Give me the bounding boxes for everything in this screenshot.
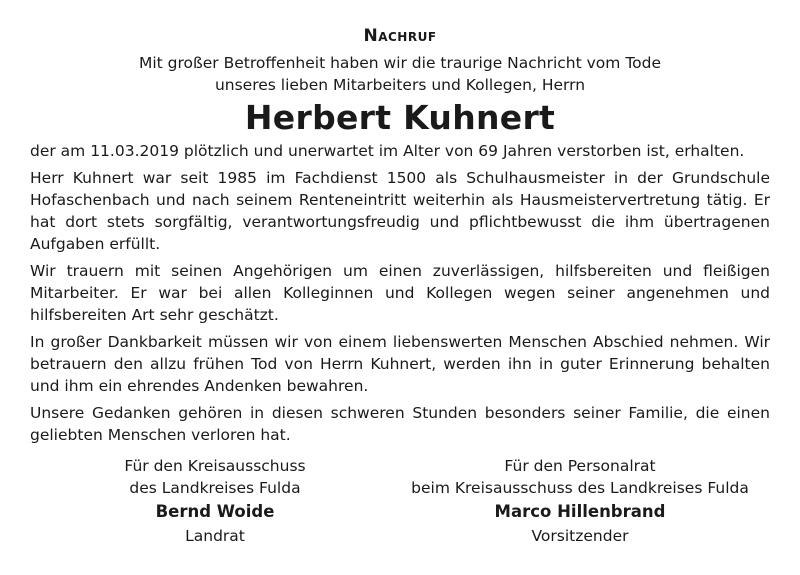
- paragraph-gratitude: In großer Dankbarkeit müssen wir von einem liebenswerten Menschen Abschied nehmen. Wir betrauern den allzu frühen Tod von Herrn Kuhnert, werden ihn in guter Erinnerung behalten und ihm ein ehrendes Andenken bewahren.: [30, 333, 770, 395]
- signature-left-line-1: Für den Kreisausschuss: [124, 457, 306, 475]
- signature-right-line-1: Für den Personalrat: [504, 457, 656, 475]
- intro-line-1: Mit großer Betroffenheit haben wir die traurige Nachricht vom Tode: [138, 54, 662, 72]
- signature-right-role: Vorsitzender: [531, 527, 629, 545]
- intro-text: [30, 52, 770, 96]
- intro-line-2: unseres lieben Mitarbeiters und Kollegen, Herrn: [214, 76, 586, 94]
- paragraph-death-info: der am 11.03.2019 plötzlich und unerwartet im Alter von 69 Jahren verstorben ist, erhalten.: [30, 142, 745, 160]
- paragraph-career: Herr Kuhnert war seit 1985 im Fachdienst 1500 als Schulhausmeister in der Grundschule Hofaschenbach und nach seinem Renteneintritt weiterhin als Hausmeistervertretung tätig. Er hat dort stets sorgfältig, verantwortungsfreudig und pflichtbewusst die ihm übertragenen Aufgaben erfüllt.: [30, 169, 770, 253]
- signature-left: [65, 455, 365, 547]
- deceased-name: Herbert Kuhnert: [244, 98, 556, 137]
- paragraph-family: Unsere Gedanken gehören in diesen schweren Stunden besonders seiner Familie, die einen geliebten Menschen verloren hat.: [30, 404, 770, 444]
- signature-right-line-2: beim Kreisausschuss des Landkreises Fulda: [411, 479, 749, 497]
- signature-left-line-2: des Landkreises Fulda: [129, 479, 301, 497]
- signature-left-role: Landrat: [185, 527, 245, 545]
- notice-heading: Nachruf: [363, 26, 437, 46]
- paragraph-mourning: Wir trauern mit seinen Angehörigen um einen zuverlässigen, hilfsbereiten und fleißigen Mitarbeiter. Er war bei allen Kolleginnen und Kollegen wegen seiner angenehmen und hilfsbereiten Art sehr geschätzt.: [30, 262, 770, 324]
- signature-block: [30, 455, 770, 547]
- signature-right: [390, 455, 770, 547]
- signature-right-name: Marco Hillenbrand: [494, 502, 666, 521]
- signature-left-name: Bernd Woide: [155, 502, 275, 521]
